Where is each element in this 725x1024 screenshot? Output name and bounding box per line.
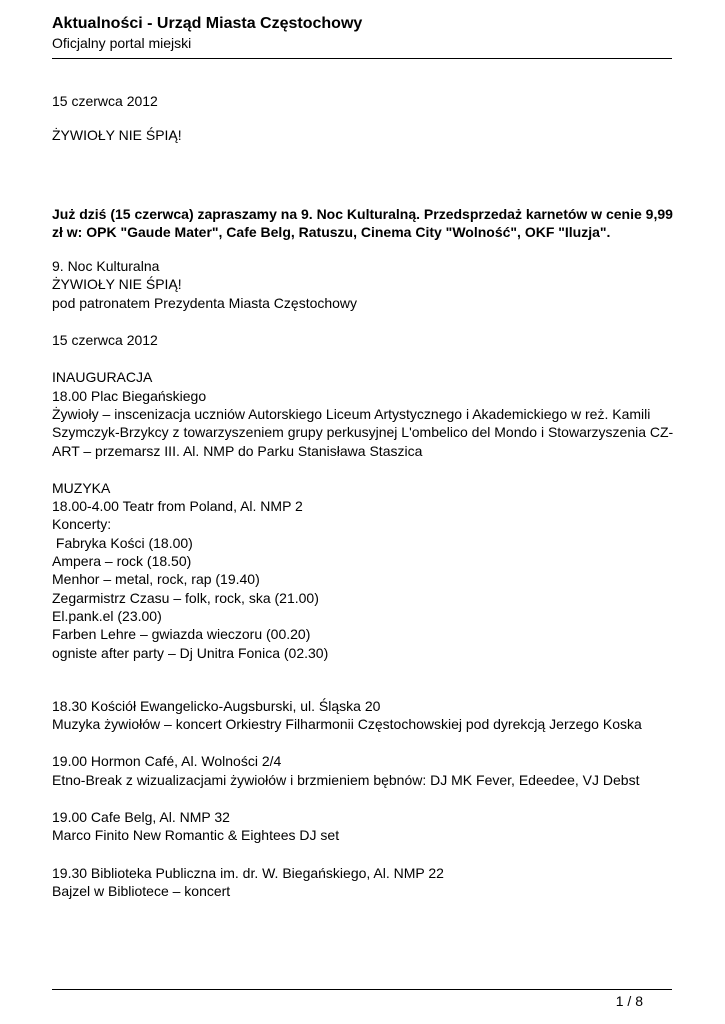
event-description: Etno-Break z wizualizacjami żywiołów i brzmieniem bębnów: DJ MK Fever, Edeedee, VJ Debst bbox=[52, 771, 640, 788]
event-time-place: 18.30 Kościół Ewangelicko-Augsburski, ul. Śląska 20 bbox=[52, 697, 381, 714]
concert-item: ogniste after party – Dj Unitra Fonica (02.30) bbox=[52, 644, 329, 661]
event-description: Marco Finito New Romantic & Eightees DJ set bbox=[52, 827, 340, 844]
event-date: 15 czerwca 2012 bbox=[52, 332, 158, 349]
inauguration-time-place: 18.00 Plac Biegańskiego bbox=[52, 387, 207, 404]
article-body bbox=[52, 92, 677, 900]
event-time-place: 19.00 Hormon Café, Al. Wolności 2/4 bbox=[52, 753, 282, 770]
concert-item: Ampera – rock (18.50) bbox=[52, 553, 192, 570]
music-heading: MUZYKA bbox=[52, 479, 111, 496]
inauguration-heading: INAUGURACJA bbox=[52, 369, 153, 386]
header-divider bbox=[52, 58, 672, 59]
concert-item: Zegarmistrz Czasu – folk, rock, ska (21.00) bbox=[52, 589, 319, 606]
site-subtitle: Oficjalny portal miejski bbox=[52, 35, 192, 51]
event-patronage: pod patronatem Prezydenta Miasta Częstochowy bbox=[52, 294, 358, 311]
concert-item: Menhor – metal, rock, rap (19.40) bbox=[52, 571, 260, 588]
page-header bbox=[52, 14, 672, 52]
article-headline: ŻYWIOŁY NIE ŚPIĄ! bbox=[52, 127, 182, 144]
music-venue: 18.00-4.00 Teatr from Poland, Al. NMP 2 bbox=[52, 498, 303, 515]
event-motto: ŻYWIOŁY NIE ŚPIĄ! bbox=[52, 276, 182, 293]
site-title: Aktualności - Urząd Miasta Częstochowy bbox=[52, 15, 363, 32]
concert-item: Fabryka Kości (18.00) bbox=[52, 534, 193, 551]
concert-item: Farben Lehre – gwiazda wieczoru (00.20) bbox=[52, 626, 311, 643]
concerts-label: Koncerty: bbox=[52, 516, 112, 533]
event-time-place: 19.30 Biblioteka Publiczna im. dr. W. Biegańskiego, Al. NMP 22 bbox=[52, 864, 444, 881]
article-lead: Już dziś (15 czerwca) zapraszamy na 9. Noc Kulturalną. Przedsprzedaż karnetów w cenie 9,99 zł w: OPK "Gaude Mater", Cafe Belg, Ratuszu, Cinema City "Wolność", OKF "Iluzja". bbox=[52, 205, 677, 240]
inauguration-description: Żywioły – inscenizacja uczniów Autorskiego Liceum Artystycznego i Akademickiego w reż. Kamili Szymczyk-Brzykcy z towarzyszeniem grupy perkusyjnej L'ombelico del Mondo i Stowarzyszenia CZ-ART – przemarsz III. Al. NMP do Parku Stanisława Staszica bbox=[52, 405, 674, 459]
event-name: 9. Noc Kulturalna bbox=[52, 258, 160, 275]
article-date: 15 czerwca 2012 bbox=[52, 93, 158, 109]
event-description: Bajzel w Bibliotece – koncert bbox=[52, 882, 231, 899]
concert-item: El.pank.el (23.00) bbox=[52, 607, 162, 624]
event-time-place: 19.00 Cafe Belg, Al. NMP 32 bbox=[52, 809, 230, 826]
footer-divider bbox=[52, 989, 672, 990]
event-description: Muzyka żywiołów – koncert Orkiestry Filharmonii Częstochowskiej pod dyrekcją Jerzego Koska bbox=[52, 716, 642, 733]
page-number: 1 / 8 bbox=[615, 993, 643, 1009]
